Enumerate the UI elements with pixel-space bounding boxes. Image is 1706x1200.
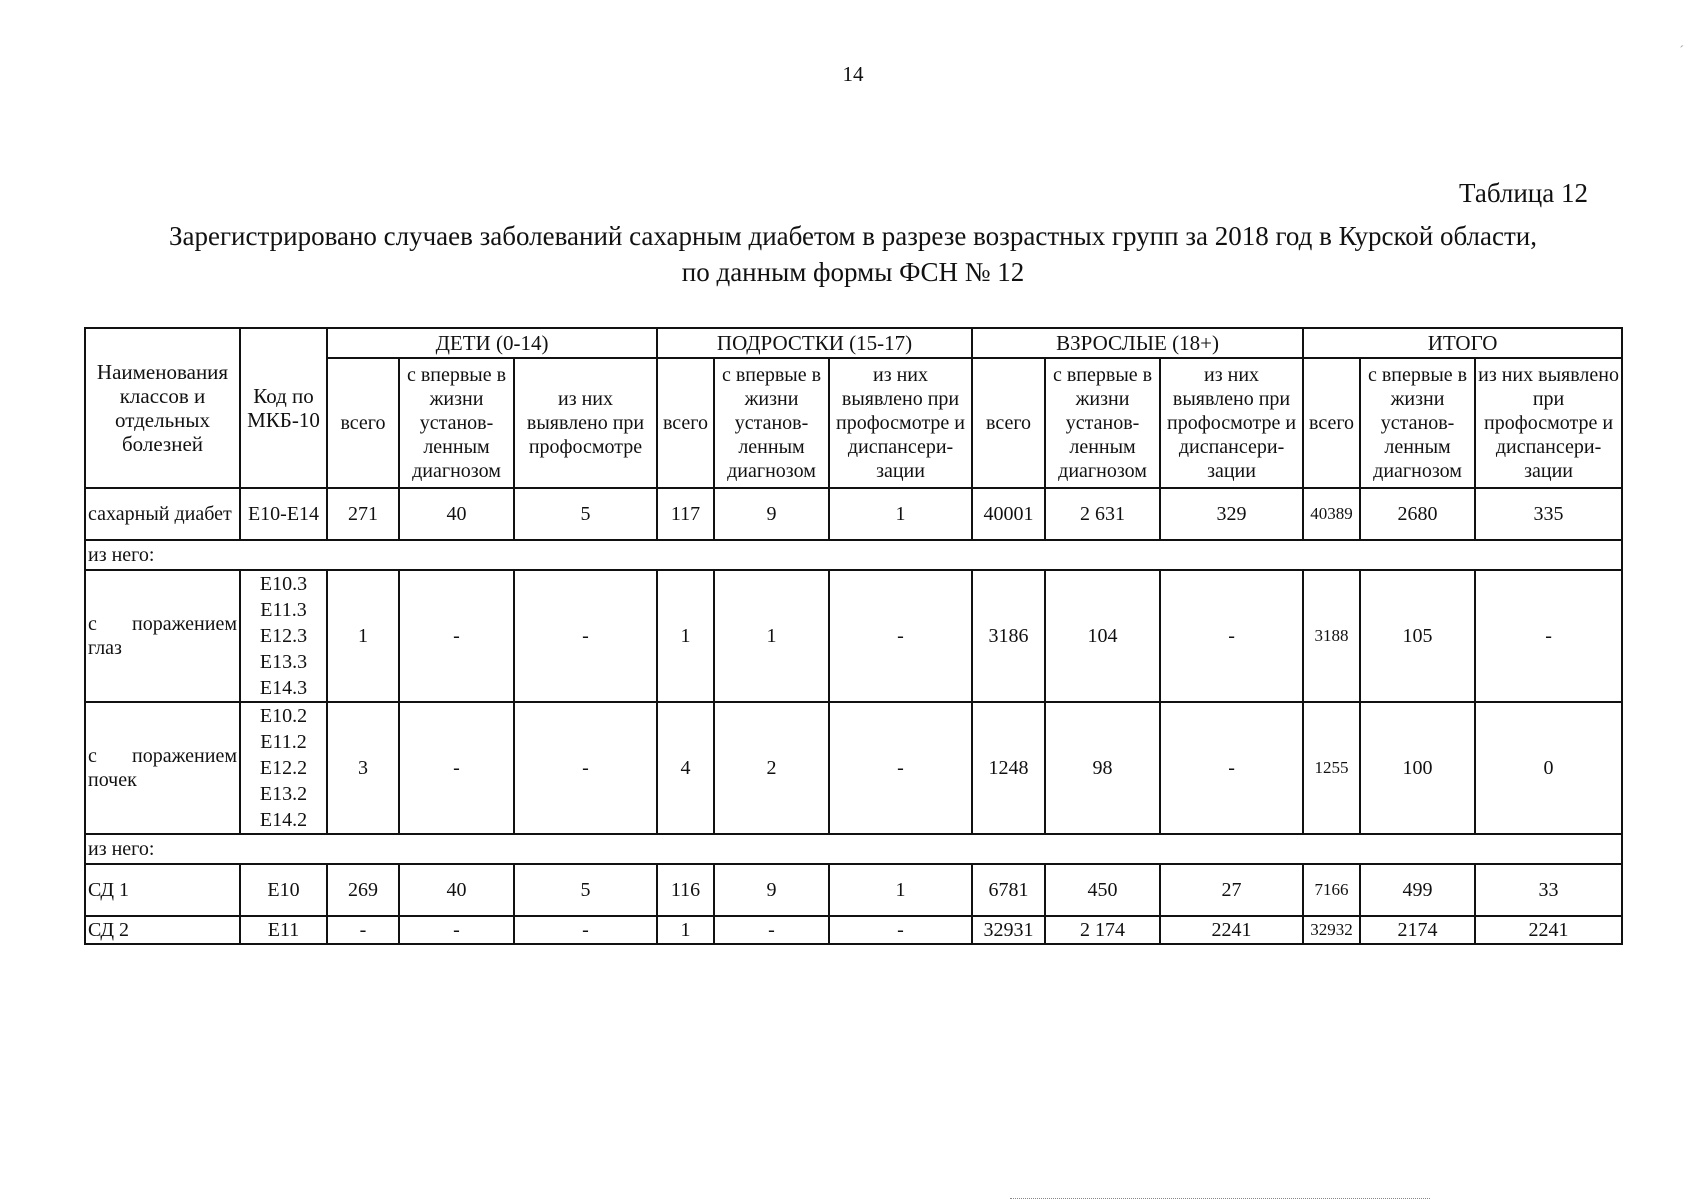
table-cell: 1 [657, 916, 714, 944]
table-cell: 7166 [1303, 864, 1360, 916]
header-sum-prof: из них выявлено при профосмотре и диспансери-зации [1475, 358, 1622, 488]
header-name: Наименования классов и отдельных болезней [85, 328, 240, 488]
code-item: E13.2 [259, 783, 308, 805]
header-adults-first: с впервые в жизни установ-ленным диагнозом [1045, 358, 1160, 488]
header-adults-prof: из них выявлено при профосмотре и диспансери-зации [1160, 358, 1303, 488]
table-cell: - [714, 916, 829, 944]
header-total: ИТОГО [1303, 328, 1622, 358]
header-teens-first: с впервые в жизни установ-ленным диагнозом [714, 358, 829, 488]
header-adults-total: всего [972, 358, 1045, 488]
header-children-prof: из них выявлено при профосмотре [514, 358, 657, 488]
table-cell: 2241 [1160, 916, 1303, 944]
table-cell: - [829, 570, 972, 702]
row-code: E10-E14 [240, 488, 327, 540]
section-label: из него: [85, 834, 1622, 864]
table-row-eyes [85, 570, 1622, 702]
table-cell: 271 [327, 488, 399, 540]
code-item: E14.3 [259, 677, 308, 699]
table-cell: - [399, 702, 514, 834]
row-codes [240, 702, 327, 834]
table-cell: 3 [327, 702, 399, 834]
table-cell: - [1160, 702, 1303, 834]
code-item: E12.3 [259, 625, 308, 647]
row-codes [240, 570, 327, 702]
table-cell: - [829, 916, 972, 944]
table-cell: 1255 [1303, 702, 1360, 834]
table-cell: 335 [1475, 488, 1622, 540]
table-cell: 2 631 [1045, 488, 1160, 540]
table-cell: 1 [714, 570, 829, 702]
row-name: СД 2 [85, 916, 240, 944]
table-cell: 2241 [1475, 916, 1622, 944]
row-name: с поражением глаз [85, 570, 240, 702]
table-cell: - [514, 916, 657, 944]
table-cell: 40389 [1303, 488, 1360, 540]
table-cell: 1248 [972, 702, 1045, 834]
section-label: из него: [85, 540, 1622, 570]
table-cell: 40001 [972, 488, 1045, 540]
title-line-2: по данным формы ФСН № 12 [681, 257, 1025, 287]
code-item: E12.2 [259, 757, 308, 779]
table-cell: 27 [1160, 864, 1303, 916]
table-cell: 32932 [1303, 916, 1360, 944]
table-cell: 6781 [972, 864, 1045, 916]
header-children-total: всего [327, 358, 399, 488]
table-cell: 1 [657, 570, 714, 702]
table-cell: 5 [514, 488, 657, 540]
table-cell: - [399, 916, 514, 944]
table-cell: 499 [1360, 864, 1475, 916]
header-teens: ПОДРОСТКИ (15-17) [657, 328, 972, 358]
table-cell: 1 [327, 570, 399, 702]
row-name: сахарный диабет [85, 488, 240, 540]
table-row-kidneys [85, 702, 1622, 834]
table-label: Таблица 12 [1459, 178, 1588, 208]
page-number: 14 [842, 62, 864, 86]
code-item: E13.3 [259, 651, 308, 673]
table-cell: - [1475, 570, 1622, 702]
table-cell: - [1160, 570, 1303, 702]
table-cell: 104 [1045, 570, 1160, 702]
table-cell: 450 [1045, 864, 1160, 916]
header-sum-first: с впервые в жизни установ-ленным диагнозом [1360, 358, 1475, 488]
table-cell: 2174 [1360, 916, 1475, 944]
table-row-sd1 [85, 864, 1622, 916]
table-cell: 40 [399, 864, 514, 916]
header-sum-total: всего [1303, 358, 1360, 488]
table-cell: 9 [714, 864, 829, 916]
header-group-row [85, 328, 1622, 358]
title-line-1: Зарегистрировано случаев заболеваний сахарным диабетом в разрезе возрастных групп за 2018 год в Курской области, [168, 221, 1537, 251]
table-cell: 2 174 [1045, 916, 1160, 944]
table-cell: - [514, 702, 657, 834]
table-cell: 329 [1160, 488, 1303, 540]
header-adults: ВЗРОСЛЫЕ (18+) [972, 328, 1303, 358]
table-cell: 4 [657, 702, 714, 834]
header-teens-total: всего [657, 358, 714, 488]
table-row-diabetes [85, 488, 1622, 540]
table-cell: 0 [1475, 702, 1622, 834]
table-cell: - [327, 916, 399, 944]
table-cell: - [514, 570, 657, 702]
table-cell: 1 [829, 488, 972, 540]
header-children: ДЕТИ (0-14) [327, 328, 657, 358]
header-code: Код по МКБ-10 [240, 328, 327, 488]
header-children-first: с впервые в жизни установ-ленным диагнозом [399, 358, 514, 488]
header-teens-prof: из них выявлено при профосмотре и диспансери-зации [829, 358, 972, 488]
table-cell: 5 [514, 864, 657, 916]
table-row-section [85, 540, 1622, 570]
scan-mark: ˊ [1679, 44, 1684, 59]
table-cell: 32931 [972, 916, 1045, 944]
table-cell: 116 [657, 864, 714, 916]
diabetes-table [84, 327, 1623, 945]
table-cell: 33 [1475, 864, 1622, 916]
table-cell: 9 [714, 488, 829, 540]
table-cell: 100 [1360, 702, 1475, 834]
table-cell: 3186 [972, 570, 1045, 702]
table-cell: 40 [399, 488, 514, 540]
code-item: E11.3 [260, 599, 307, 621]
row-name: с поражением почек [85, 702, 240, 834]
code-item: E14.2 [259, 809, 308, 831]
code-item: E10.3 [259, 573, 308, 595]
table-row-section [85, 834, 1622, 864]
table-cell: 117 [657, 488, 714, 540]
table-cell: 3188 [1303, 570, 1360, 702]
table-cell: 2680 [1360, 488, 1475, 540]
table-cell: 98 [1045, 702, 1160, 834]
code-item: E11.2 [260, 731, 307, 753]
row-code: E10 [240, 864, 327, 916]
table-title [0, 218, 1706, 290]
table-cell: 2 [714, 702, 829, 834]
table-cell: - [399, 570, 514, 702]
table-cell: 1 [829, 864, 972, 916]
table-cell: 269 [327, 864, 399, 916]
table-cell: 105 [1360, 570, 1475, 702]
table-row-sd2 [85, 916, 1622, 944]
code-item: E10.2 [259, 705, 308, 727]
row-name: СД 1 [85, 864, 240, 916]
row-code: E11 [240, 916, 327, 944]
table-cell: - [829, 702, 972, 834]
